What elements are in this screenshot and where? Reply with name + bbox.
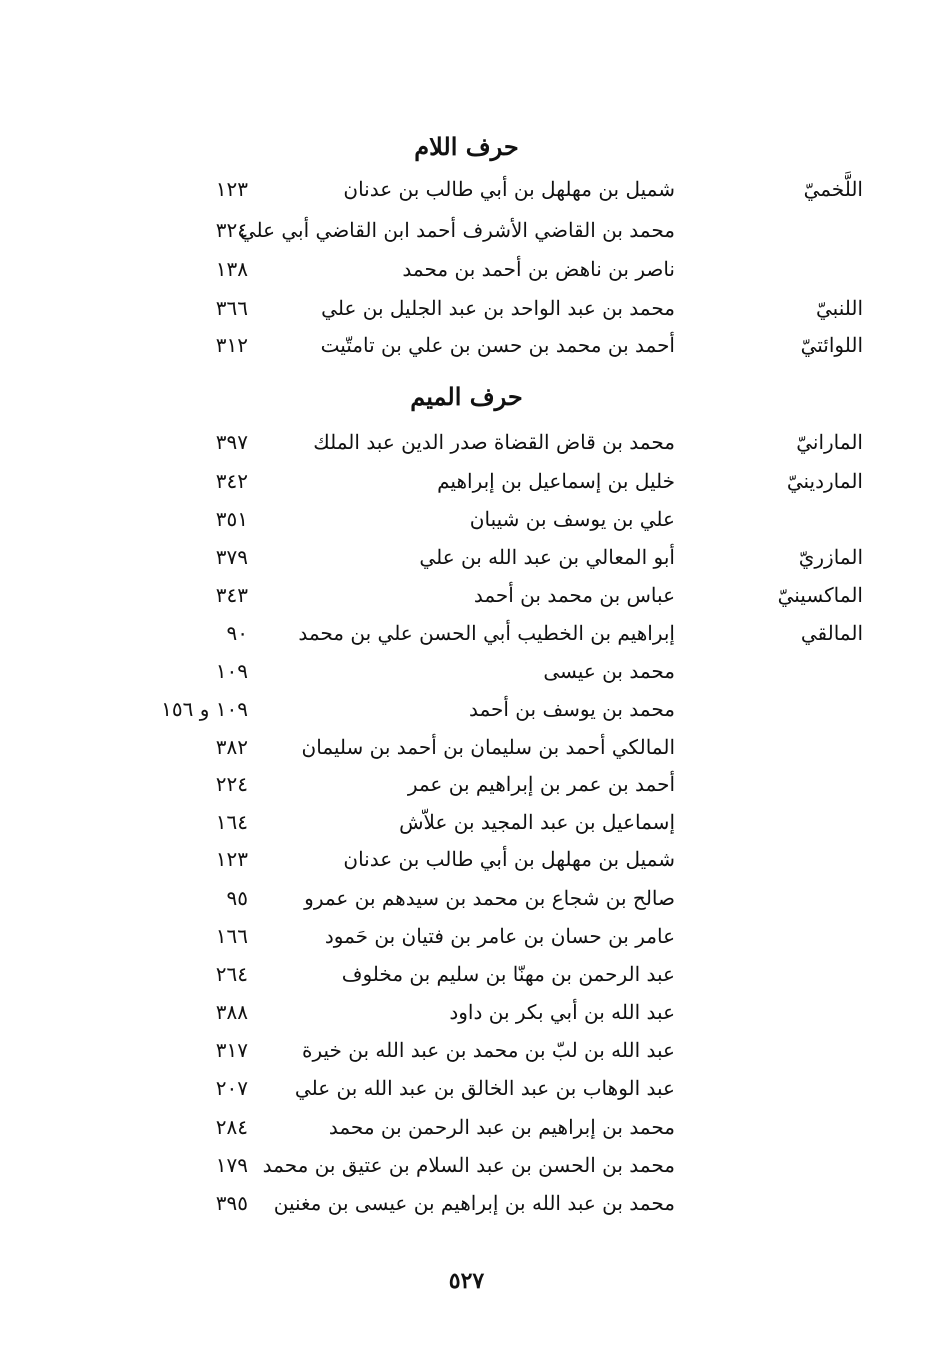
person-name: عبد الوهاب بن عبد الخالق بن عبد الله بن علي <box>294 1076 675 1100</box>
page-reference: ١٢٣ <box>215 847 248 871</box>
page-reference: ١٣٨ <box>215 257 248 281</box>
person-name: خليل بن إسماعيل بن إبراهيم <box>437 469 675 493</box>
page-reference: ٣٨٢ <box>215 735 248 759</box>
index-entry <box>0 955 933 993</box>
index-entry <box>0 917 933 955</box>
page-reference: ١٢٣ <box>215 177 248 201</box>
person-name: شميل بن مهلهل بن أبي طالب بن عدنان <box>343 177 675 201</box>
page-reference: ٣٧٩ <box>215 545 248 569</box>
page-number: ٥٢٧ <box>448 1268 485 1294</box>
page-reference: ٢٢٤ <box>215 772 248 796</box>
page-reference: ٩٠ <box>226 621 248 645</box>
page-reference: ١٧٩ <box>215 1153 248 1177</box>
index-entry <box>0 326 933 364</box>
page-reference: ٣٢٤ <box>215 218 248 242</box>
nisba-label: الماردينيّ <box>786 469 863 493</box>
page-reference: ٣٤٢ <box>215 469 248 493</box>
index-entry <box>0 211 933 249</box>
page-reference: ٣٤٣ <box>215 583 248 607</box>
person-name: محمد بن عيسى <box>543 659 675 683</box>
person-name: محمد بن عبد الله بن إبراهيم بن عيسى بن مغنين <box>273 1191 675 1215</box>
index-entry <box>0 576 933 614</box>
person-name: المالكي أحمد بن سليمان بن أحمد بن سليمان <box>301 735 675 759</box>
page-reference: ٢٠٧ <box>215 1076 248 1100</box>
person-name: ناصر بن ناهض بن أحمد بن محمد <box>402 257 675 281</box>
index-entry <box>0 614 933 652</box>
page-reference: ٩٥ <box>226 886 248 910</box>
index-entry <box>0 879 933 917</box>
index-entry <box>0 1108 933 1146</box>
page-reference: ٣١٧ <box>215 1038 248 1062</box>
person-name: محمد بن يوسف بن أحمد <box>468 697 675 721</box>
person-name: عبد الرحمن بن مهنّا بن سليم بن مخلوف <box>341 962 675 986</box>
person-name: علي بن يوسف بن شيبان <box>469 507 675 531</box>
person-name: شميل بن مهلهل بن أبي طالب بن عدنان <box>343 847 675 871</box>
person-name: صالح بن شجاع بن محمد بن سيدهم بن عمرو <box>304 886 675 910</box>
page-reference: ٣٦٦ <box>215 296 248 320</box>
person-name: عامر بن حسان بن عامر بن فتيان بن حَمود <box>324 924 675 948</box>
page-reference: ٣٨٨ <box>215 1000 248 1024</box>
person-name: عبد الله بن أبي بكر بن داود <box>449 1000 675 1024</box>
index-entry <box>0 1031 933 1069</box>
person-name: أحمد بن عمر بن إبراهيم بن عمر <box>407 772 675 796</box>
page-reference: ١٦٦ <box>215 924 248 948</box>
person-name: محمد بن إبراهيم بن عبد الرحمن بن محمد <box>328 1115 675 1139</box>
person-name: عباس بن محمد بن أحمد <box>473 583 675 607</box>
index-entry <box>0 1184 933 1222</box>
index-entry <box>0 652 933 690</box>
nisba-label: الماكسينيّ <box>777 583 863 607</box>
page-reference: ٣٩٥ <box>215 1191 248 1215</box>
page-reference: ١٦٤ <box>215 810 248 834</box>
person-name: محمد بن عبد الواحد بن عبد الجليل بن علي <box>321 296 675 320</box>
person-name: إسماعيل بن عبد المجيد بن علاّش <box>399 810 675 834</box>
person-name: عبد الله بن لبّ بن محمد بن عبد الله بن خيرة <box>302 1038 675 1062</box>
index-entry <box>0 690 933 728</box>
person-name: محمد بن الحسن بن عبد السلام بن عتيق بن محمد <box>262 1153 675 1177</box>
nisba-label: المازريّ <box>798 545 863 569</box>
nisba-label: المارانيّ <box>796 430 863 454</box>
person-name: محمد بن القاضي الأشرف أحمد ابن القاضي أبي علي <box>239 218 675 242</box>
page-reference: ٣١٢ <box>215 333 248 357</box>
page-reference: ٣٥١ <box>215 507 248 531</box>
index-entry <box>0 170 933 208</box>
index-entry <box>0 765 933 803</box>
index-entry <box>0 803 933 841</box>
page-reference: ١٠٩ و ١٥٦ <box>161 697 248 721</box>
index-entry <box>0 538 933 576</box>
index-entry <box>0 1069 933 1107</box>
index-entry <box>0 993 933 1031</box>
index-entry <box>0 462 933 500</box>
nisba-label: اللوائتيّ <box>800 333 863 357</box>
index-entry <box>0 423 933 461</box>
page-reference: ٢٨٤ <box>215 1115 248 1139</box>
index-entry <box>0 250 933 288</box>
page-reference: ٣٩٧ <box>215 430 248 454</box>
index-entry <box>0 728 933 766</box>
page-reference: ٢٦٤ <box>215 962 248 986</box>
person-name: محمد بن قاض القضاة صدر الدين عبد الملك <box>313 430 675 454</box>
index-entry <box>0 289 933 327</box>
nisba-label: اللَّخميّ <box>803 177 863 201</box>
nisba-label: اللنبيّ <box>815 296 863 320</box>
page-reference: ١٠٩ <box>215 659 248 683</box>
index-entry <box>0 840 933 878</box>
person-name: أبو المعالي بن عبد الله بن علي <box>419 545 675 569</box>
nisba-label: المالقي <box>800 621 863 645</box>
person-name: إبراهيم بن الخطيب أبي الحسن علي بن محمد <box>298 621 675 645</box>
person-name: أحمد بن محمد بن حسن بن علي بن تامتّيت <box>320 333 675 357</box>
index-entry <box>0 1146 933 1184</box>
section-heading: حرف اللام <box>414 132 519 161</box>
section-heading: حرف الميم <box>410 382 523 411</box>
index-entry <box>0 500 933 538</box>
